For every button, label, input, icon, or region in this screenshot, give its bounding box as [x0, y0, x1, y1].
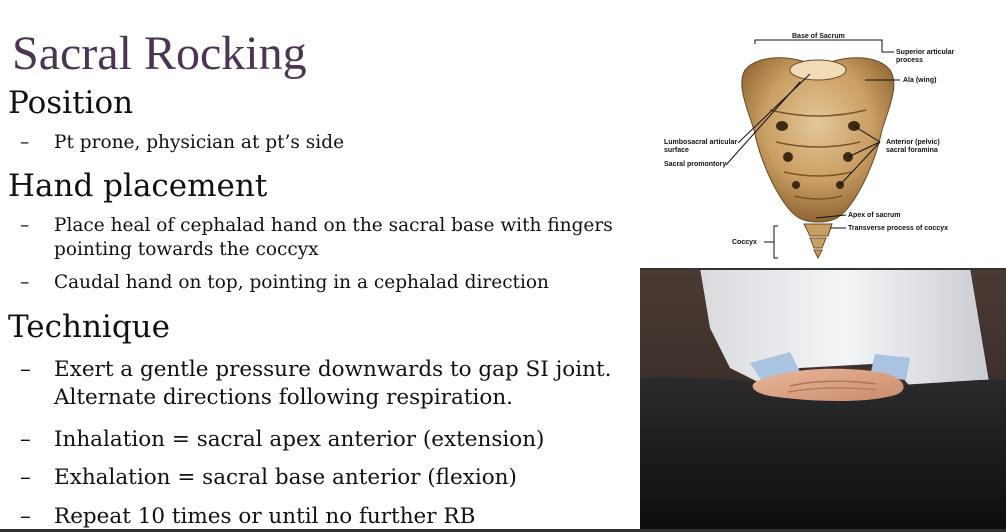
bullet-hand-2: [20, 271, 632, 295]
sacrum-illustration: [650, 30, 1006, 268]
label-superior-articular-1: Superior articular: [896, 49, 955, 56]
technique-photo-illustration: [640, 268, 1006, 532]
bullet-marker: –: [20, 465, 31, 490]
coccyx-shape: [804, 224, 832, 236]
heading-position: Position: [8, 85, 134, 121]
label-promontory: Sacral promontory: [664, 161, 727, 168]
label-foramina-1: Anterior (pelvic): [886, 139, 940, 146]
sacral-base: [790, 60, 846, 80]
label-base: Base of Sacrum: [792, 33, 845, 40]
bullet-text: Exhalation = sacral base anterior (flexion): [54, 465, 517, 490]
bullet-text: Repeat 10 times or until no further RB: [54, 504, 476, 529]
bullet-hand-1: [20, 214, 632, 262]
bullet-technique-3: [20, 464, 634, 492]
bullet-technique-2: [20, 426, 634, 454]
sacrum-anatomy-figure: [650, 30, 1006, 268]
sacrum-shape: [742, 58, 894, 222]
bullet-technique-4: [20, 503, 634, 531]
bullet-text: Place heal of cephalad hand on the sacral base with fingers pointing towards the coccyx: [54, 215, 613, 261]
bullet-technique-1: [20, 356, 634, 412]
bullet-text: Caudal hand on top, pointing in a cephalad direction: [54, 272, 549, 293]
bullet-text: Pt prone, physician at pt’s side: [54, 132, 345, 153]
bullet-text: Exert a gentle pressure downwards to gap SI joint. Alternate directions following respiration.: [54, 357, 612, 410]
label-foramina-2: sacral foramina: [886, 147, 938, 154]
bullet-marker: –: [20, 504, 31, 529]
bullet-marker: –: [20, 132, 30, 153]
label-superior-articular-2: process: [896, 57, 923, 64]
label-transverse: Transverse process of coccyx: [848, 225, 949, 232]
label-apex: Apex of sacrum: [848, 212, 901, 219]
label-ala: Ala (wing): [903, 77, 937, 84]
heading-hand-placement: Hand placement: [8, 168, 268, 204]
bullet-marker: –: [20, 272, 30, 293]
label-lumbosacral-2: surface: [664, 147, 689, 154]
bullet-marker: –: [20, 427, 31, 452]
technique-photo: [640, 268, 1006, 532]
slide-title: Sacral Rocking: [12, 27, 307, 80]
label-lumbosacral-1: Lumbosacral articular: [664, 139, 738, 146]
heading-technique: Technique: [8, 309, 170, 345]
bullet-position: [20, 131, 620, 155]
bullet-text: Inhalation = sacral apex anterior (extension): [54, 427, 545, 452]
label-coccyx: Coccyx: [732, 239, 757, 246]
bullet-marker: –: [20, 357, 31, 382]
bullet-marker: –: [20, 215, 30, 236]
